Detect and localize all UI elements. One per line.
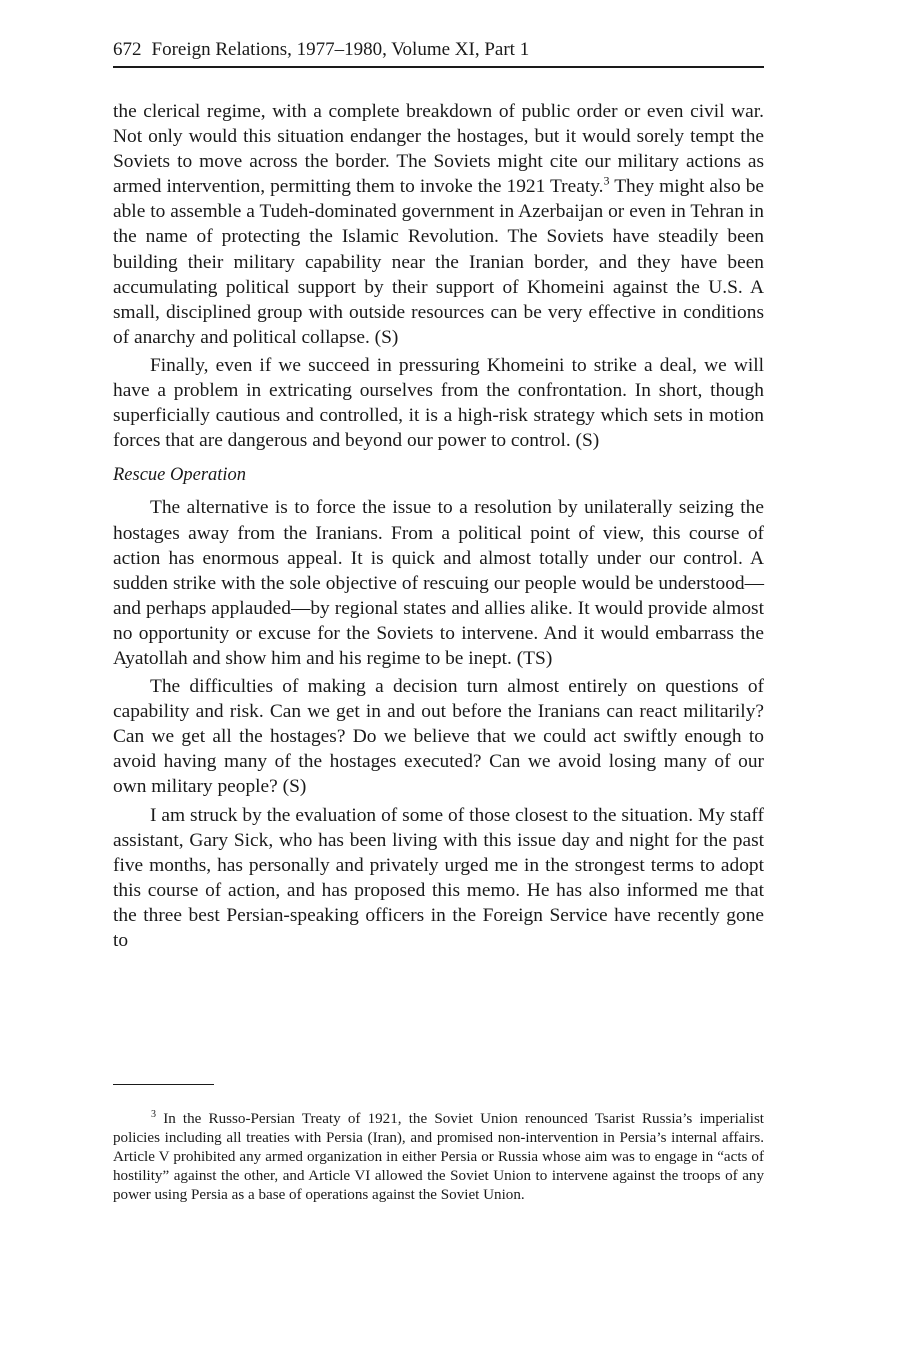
paragraph-1 [113, 99, 764, 350]
paragraph-1-continued: They might also be able to assemble a Tudeh-dominated government in Azerbaijan or even in Tehran in the name of protecting the Islamic Revolution. The Soviets have steadily been building their military capability near the Iranian border, and they have been accumulating political support by their support of Khomeini against the U.S. A small, disciplined group with outside resources can be very effective in conditions of anarchy and political collapse. (S) [113, 176, 765, 348]
body-text [113, 99, 764, 953]
paragraph-3: The alternative is to force the issue to a resolution by unilaterally seizing the hostages away from the Iranians. From a political point of view, this course of action has enormous appeal. It is quick and almost totally under our control. A sudden strike with the sole objective of rescuing our people would be understood—and perhaps applauded—by regional states and allies alike. It would provide almost no opportunity or excuse for the Soviets to intervene. And it would embarrass the Ayatollah and show him and his regime to be inept. (TS) [113, 497, 764, 669]
footnote [113, 1110, 764, 1205]
paragraph-5: I am struck by the evaluation of some of those closest to the situation. My staff assistant, Gary Sick, who has been living with this issue day and night for the past five months, has personally and privately urged me in the strongest terms to adopt this course of action, and has proposed this memo. He has also informed me that the three best Persian-speaking officers in the Foreign Service have recently gone to [113, 804, 764, 951]
footnote-marker: 3 [151, 1108, 156, 1120]
document-page [113, 38, 765, 1203]
section-heading [113, 462, 764, 488]
paragraph-1-text: the clerical regime, with a complete breakdown of public order or even civil war. Not only would this situation endanger the hostages, but it would sorely tempt the Soviets to move across the border. The Soviets might cite our military actions as armed intervention, permitting them to invoke the 1921 Treaty. [113, 101, 764, 198]
footnote-divider [113, 1084, 214, 1085]
volume-title: Foreign Relations, 1977–1980, Volume XI, Part 1 [151, 39, 530, 60]
footnote-text: In the Russo-Persian Treaty of 1921, the Soviet Union renounced Tsarist Russia’s imperialist policies including all treaties with Persia (Iran), and promised non-intervention in Persia’s internal affairs. Article V prohibited any armed organization in either Persia or Russia whose aim was to engage in “acts of hostility” against the other, and Article VI allowed the Soviet Union to intervene against the troops of any power using Persia as a base of operations against the Soviet Union. [113, 1111, 765, 1203]
running-header [113, 38, 764, 68]
paragraph-2: Finally, even if we succeed in pressuring Khomeini to strike a deal, we will have a problem in extricating ourselves from the confrontation. In short, though superficially cautious and controlled, it is a high-risk strategy which sets in motion forces that are dangerous and beyond our power to control. (S) [113, 354, 764, 452]
footnote-reference[interactable]: 3 [603, 173, 610, 188]
page-number: 672 [113, 39, 142, 60]
section-heading-text: Rescue Operation [113, 465, 247, 486]
paragraph-4: The difficulties of making a decision turn almost entirely on questions of capability and risk. Can we get in and out before the Iranians can react militarily? Can we get all the hostages? Do we believe that we could act swiftly enough to avoid having many of the hostages executed? Can we avoid losing many of our own military people? (S) [113, 676, 764, 798]
